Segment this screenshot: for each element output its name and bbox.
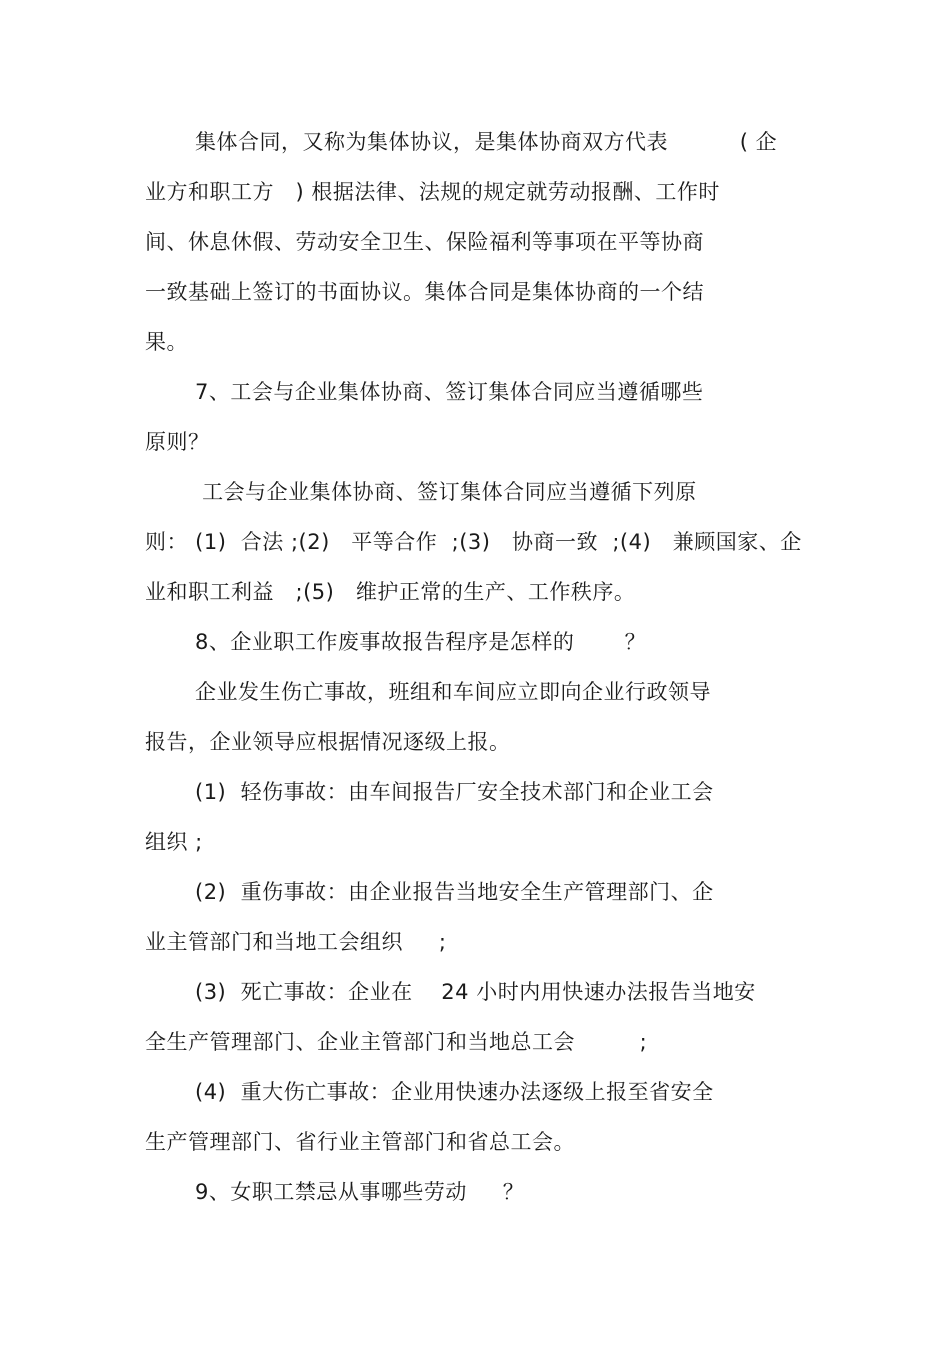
paragraph-line: 企业发生伤亡事故，班组和车间应立即向企业行政领导 — [195, 680, 711, 704]
list-item: (3) 死亡事故：企业在 24 小时内用快速办法报告当地安 — [195, 980, 756, 1004]
question-heading: 9、女职工禁忌从事哪些劳动 ？ — [195, 1180, 525, 1204]
list-item: 组织 ; — [145, 830, 203, 854]
question-heading: 8、企业职工作废事故报告程序是怎样的 ？ — [195, 630, 647, 654]
paragraph-line: 果。 — [145, 330, 188, 354]
paragraph-line: 业和职工利益 ;(5) 维护正常的生产、工作秩序。 — [145, 580, 636, 604]
paragraph-line: 则： (1) 合法 ;(2) 平等合作 ;(3) 协商一致 ;(4) 兼顾国家、企 — [145, 530, 802, 554]
list-item: 全生产管理部门、企业主管部门和当地总工会 ; — [145, 1030, 648, 1054]
list-item: 生产管理部门、省行业主管部门和省总工会。 — [145, 1130, 575, 1154]
list-item: (2) 重伤事故：由企业报告当地安全生产管理部门、企 — [195, 880, 714, 904]
paragraph-line: 一致基础上签订的书面协议。集体合同是集体协商的一个结 — [145, 280, 704, 304]
list-item: (4) 重大伤亡事故：企业用快速办法逐级上报至省安全 — [195, 1080, 714, 1104]
paragraph-line: 间、休息休假、劳动安全卫生、保险福利等事项在平等协商 — [145, 230, 704, 254]
paragraph-line: 工会与企业集体协商、签订集体合同应当遵循下列原 — [195, 480, 697, 504]
question-heading: 7、工会与企业集体协商、签订集体合同应当遵循哪些 — [195, 380, 704, 404]
paragraph-line: 报告，企业领导应根据情况逐级上报。 — [145, 730, 511, 754]
list-item: 业主管部门和当地工会组织 ; — [145, 930, 447, 954]
paragraph-line: 集体合同，又称为集体协议，是集体协商双方代表 ( 企 — [195, 130, 778, 154]
list-item: (1) 轻伤事故：由车间报告厂安全技术部门和企业工会 — [195, 780, 714, 804]
question-heading: 原则？ — [145, 430, 210, 454]
paragraph-line: 业方和职工方 ) 根据法律、法规的规定就劳动报酬、工作时 — [145, 180, 720, 204]
